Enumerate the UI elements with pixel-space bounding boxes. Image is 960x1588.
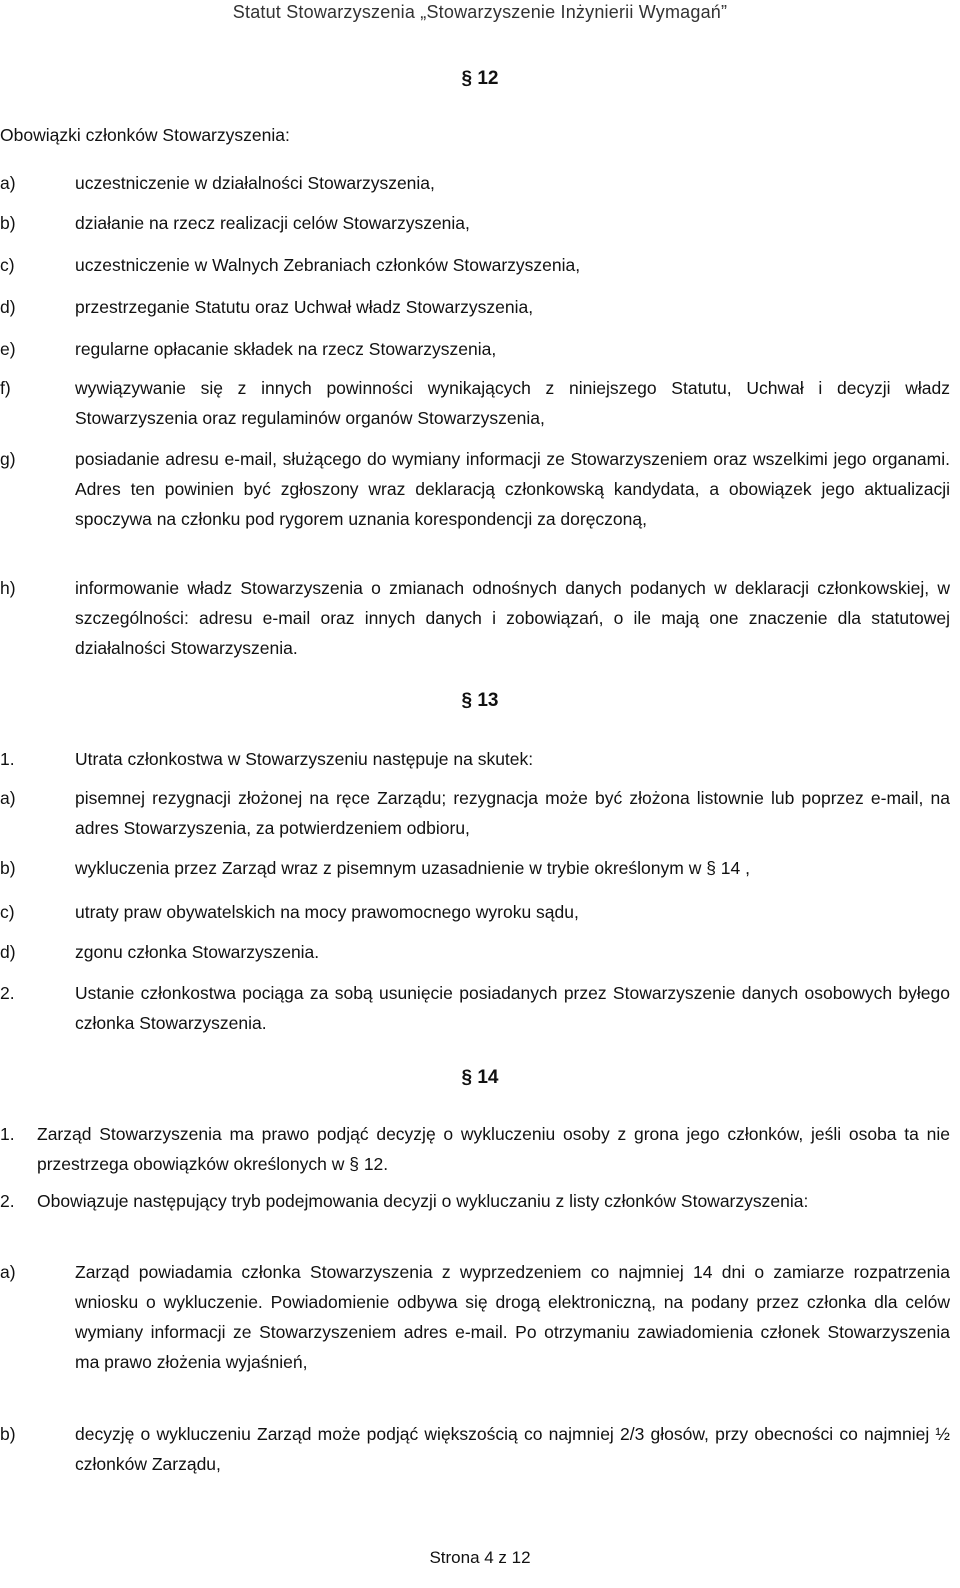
section-12-intro: Obowiązki członków Stowarzyszenia: [0, 125, 290, 145]
point-text: Obowiązuje następujący tryb podejmowania decyzji o wykluczaniu z listy członków Stowarzyszenia: [37, 1191, 809, 1211]
list-marker: a) [0, 1262, 16, 1282]
list-text: posiadanie adresu e-mail, służącego do wymiany informacji ze Stowarzyszeniem oraz wszelkimi jego organami. Adres ten powinien być zgłoszony wraz deklaracją członkowską kandydata, a obowiązek jego aktualizacji spoczywa na członku pod rygorem uznania korespondencji za doręczoną, [75, 449, 950, 529]
document-header: Statut Stowarzyszenia „Stowarzyszenie Inżynierii Wymagań” [232, 2, 728, 22]
list-marker: f) [0, 378, 11, 398]
list-text: decyzję o wykluczeniu Zarząd może podjąć większością co najmniej 2/3 głosów, przy obecności co najmniej ½ członków Zarządu, [75, 1424, 950, 1474]
list-text: wywiązywanie się z innych powinności wynikających z niniejszego Statutu, Uchwał i decyzji władz Stowarzyszenia oraz regulaminów organów Stowarzyszenia, [75, 378, 950, 428]
list-text: pisemnej rezygnacji złożonej na ręce Zarządu; rezygnacja może być złożona listownie lub poprzez e-mail, na adres Stowarzyszenia, za potwierdzeniem odbioru, [75, 788, 950, 838]
list-text: działanie na rzecz realizacji celów Stowarzyszenia, [75, 213, 470, 233]
list-text: uczestniczenie w działalności Stowarzyszenia, [75, 173, 435, 193]
list-text: zgonu członka Stowarzyszenia. [75, 942, 320, 962]
list-text: utraty praw obywatelskich na mocy prawomocnego wyroku sądu, [75, 902, 579, 922]
list-text: regularne opłacanie składek na rzecz Stowarzyszenia, [75, 339, 497, 359]
list-text: uczestniczenie w Walnych Zebraniach członków Stowarzyszenia, [75, 255, 581, 275]
point-text: Ustanie członkostwa pociąga za sobą usunięcie posiadanych przez Stowarzyszenie danych osobowych byłego członka Stowarzyszenia. [75, 983, 950, 1033]
list-marker: d) [0, 942, 16, 962]
list-marker: g) [0, 449, 16, 469]
section-title-14: § 14 [461, 1067, 499, 1088]
section-title-13: § 13 [461, 690, 499, 711]
point-marker: 2. [0, 983, 15, 1003]
list-marker: b) [0, 858, 16, 878]
list-marker: e) [0, 339, 16, 359]
list-marker: a) [0, 788, 16, 808]
list-marker: d) [0, 297, 16, 317]
list-marker: b) [0, 213, 16, 233]
point-marker: 1. [0, 1124, 15, 1144]
page-number: Strona 4 z 12 [429, 1548, 531, 1567]
list-marker: c) [0, 902, 15, 922]
section-title-12: § 12 [461, 68, 499, 89]
list-marker: a) [0, 173, 16, 193]
point-text: Zarząd Stowarzyszenia ma prawo podjąć decyzję o wykluczeniu osoby z grona jego członków, jeśli osoba ta nie przestrzega obowiązków określonych w § 12. [37, 1124, 950, 1174]
list-text: Zarząd powiadamia członka Stowarzyszenia z wyprzedzeniem co najmniej 14 dni o zamiarze rozpatrzenia wniosku o wykluczenie. Powiadomienie odbywa się drogą elektroniczną, na podany przez członka dla celów wymiany informacji ze Stowarzyszeniem adres e-mail. Po otrzymaniu zawiadomienia członek Stowarzyszenia ma prawo złożenia wyjaśnień, [75, 1262, 950, 1372]
list-text: informowanie władz Stowarzyszenia o zmianach odnośnych danych podanych w deklaracji członkowskiej, w szczególności: adresu e-mail oraz innych danych i zobowiązań, o ile mają one znaczenie dla statutowej działalności Stowarzyszenia. [75, 578, 950, 658]
list-marker: h) [0, 578, 16, 598]
list-marker: c) [0, 255, 15, 275]
point-marker: 1. [0, 749, 15, 769]
list-text: przestrzeganie Statutu oraz Uchwał władz Stowarzyszenia, [75, 297, 534, 317]
list-text: wykluczenia przez Zarząd wraz z pisemnym uzasadnienie w trybie określonym w § 14 , [75, 858, 750, 878]
list-marker: b) [0, 1424, 16, 1444]
point-marker: 2. [0, 1191, 15, 1211]
point-text: Utrata członkostwa w Stowarzyszeniu następuje na skutek: [75, 749, 534, 769]
